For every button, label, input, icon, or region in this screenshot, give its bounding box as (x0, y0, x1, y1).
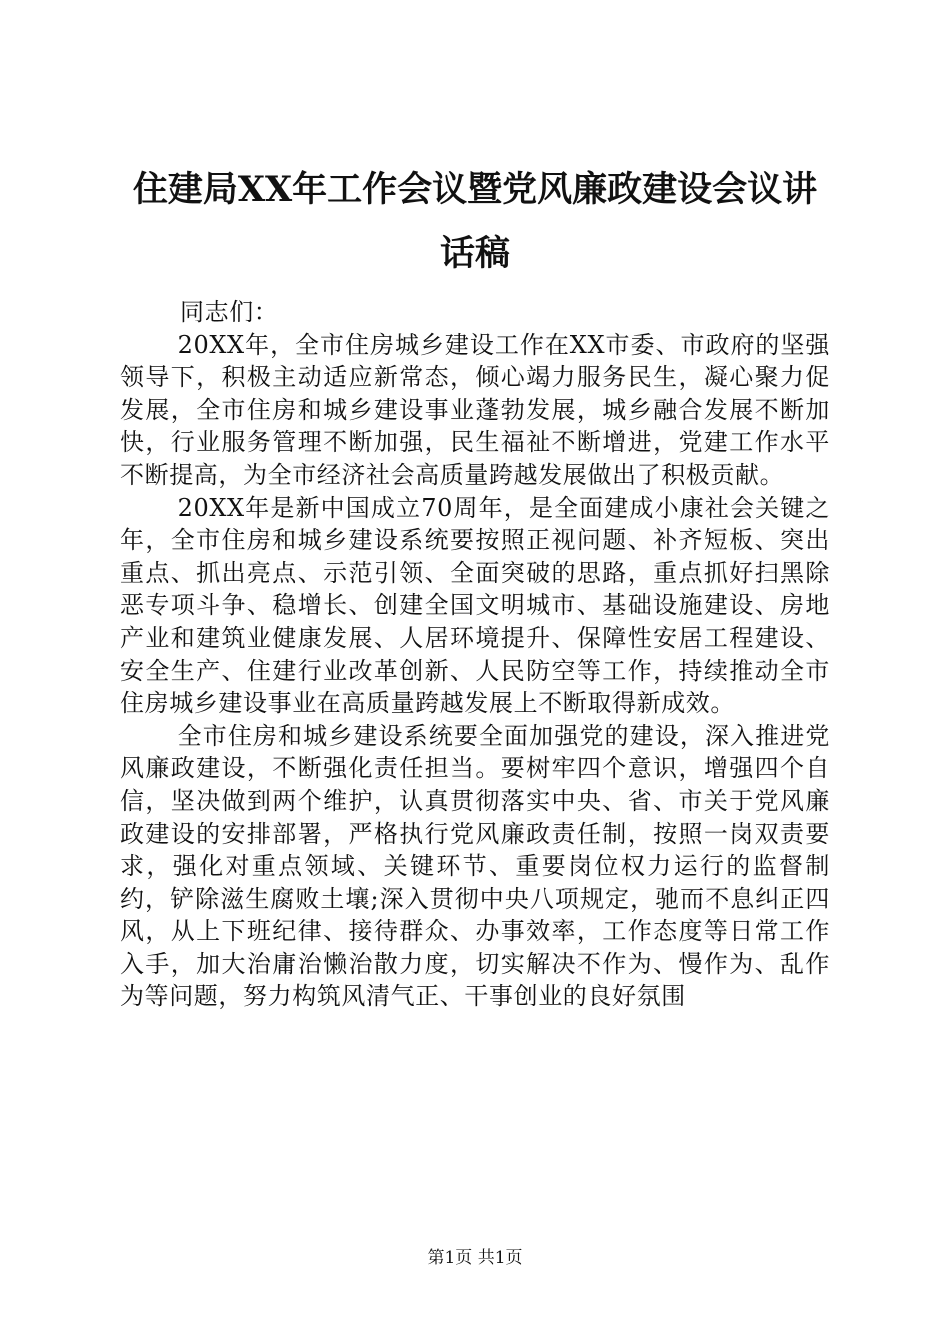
salutation: 同志们： (180, 298, 279, 326)
paragraph-2: 20XX年是新中国成立70周年，是全面建成小康社会关键之年，全市住房和城乡建设系统要按照正视问题、补齐短板、突出重点、抓出亮点、示范引领、全面突破的思路，重点抓好扫黑除恶专项斗争、稳增长、创建全国文明城市、基础设施建设、房地产业和建筑业健康发展、人居环境提升、保障性安居工程建设、安全生产、住建行业改革创新、人民防空等工作，持续推动全市住房城乡建设事业在高质量跨越发展上不断取得新成效。 (120, 493, 830, 718)
paragraph-1: 20XX年，全市住房城乡建设工作在XX市委、市政府的坚强领导下，积极主动适应新常态，倾心竭力服务民生，凝心聚力促发展，全市住房和城乡建设事业蓬勃发展，城乡融合发展不断加快，行业服务管理不断加强，民生福祉不断增进，党建工作水平不断提高，为全市经济社会高质量跨越发展做出了积极贡献。 (120, 330, 830, 489)
paragraph-3: 全市住房和城乡建设系统要全面加强党的建设，深入推进党风廉政建设，不断强化责任担当。要树牢四个意识，增强四个自信，坚决做到两个维护，认真贯彻落实中央、省、市关于党风廉政建设的安排部署，严格执行党风廉政责任制，按照一岗双责要求，强化对重点领域、关键环节、重要岗位权力运行的监督制约，铲除滋生腐败土壤;深入贯彻中央八项规定，驰而不息纠正四风，从上下班纪律、接待群众、办事效率，工作态度等日常工作入手，加大治庸治懒治散力度，切实解决不作为、慢作为、乱作为等问题，努力构筑风清气正、干事创业的良好氛围 (120, 721, 830, 1011)
page-footer: 第1页 共1页 (427, 1248, 523, 1268)
document-title: 住建局XX年工作会议暨党风廉政建设会议讲话稿 (132, 169, 818, 274)
document-body (120, 296, 830, 1013)
